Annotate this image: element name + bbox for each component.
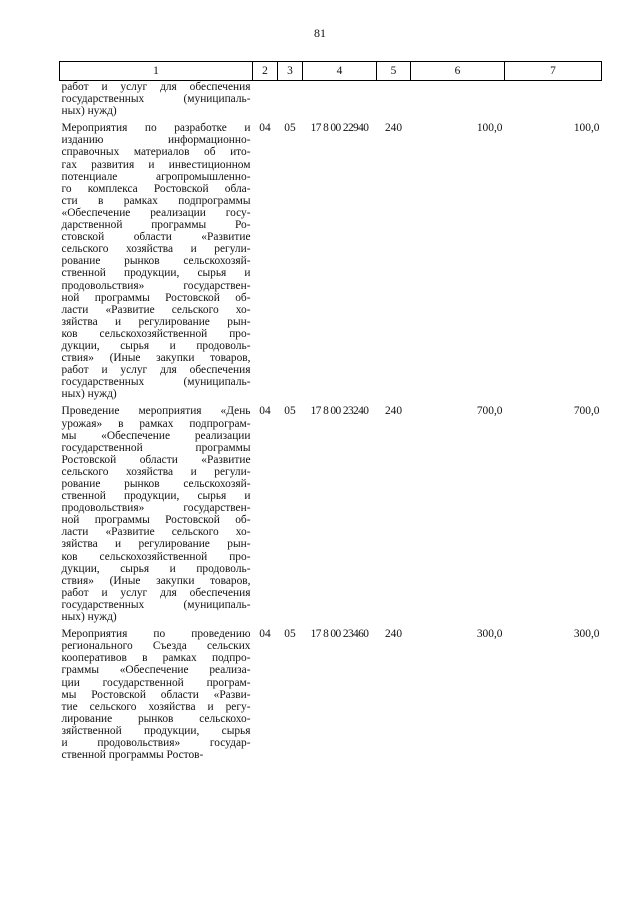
description-line: ласти «Развитие сельского хо- xyxy=(61,303,251,316)
section-code: 04 xyxy=(259,405,271,418)
column-header-2: 2 xyxy=(253,62,278,81)
description-line: дарственной программы Ро- xyxy=(61,219,251,232)
section-code: 04 xyxy=(259,122,271,135)
description-line: рование рынков сельскохозяй- xyxy=(61,478,251,490)
section-code xyxy=(253,81,278,118)
table-row xyxy=(60,122,602,400)
description-line: Мероприятия по разработке и xyxy=(61,122,251,135)
description-line: Ростовской области «Развитие xyxy=(61,453,251,466)
description-line: граммы «Обеспечение реализа- xyxy=(61,664,251,677)
description-line: продовольствия» государствен- xyxy=(61,502,251,515)
description-line: Проведение мероприятия «День xyxy=(61,405,251,418)
table-body xyxy=(60,81,602,762)
expense-type-code: 240 xyxy=(384,122,403,135)
description-line: работ и услуг для обеспечения xyxy=(61,586,251,599)
description-line: сельского хозяйства и регули- xyxy=(61,243,251,256)
description-line: государственных (муниципаль- xyxy=(61,376,251,389)
description-line: потенциале агропромышленно- xyxy=(61,170,251,183)
column-header-6: 6 xyxy=(411,62,505,81)
table-row xyxy=(60,81,602,118)
description-line: регионального Съезда сельских xyxy=(61,640,251,653)
target-article-code xyxy=(303,81,377,118)
description-line: сельского хозяйства и регули- xyxy=(61,465,251,478)
amount-year-2: 100,0 xyxy=(573,122,600,135)
description-line: сти в рамках подпрограммы xyxy=(61,194,251,207)
column-header-7: 7 xyxy=(505,62,602,81)
amount-year-1 xyxy=(411,81,505,118)
description-line: ствия» (Иные закупки товаров, xyxy=(61,574,251,587)
description-line: тие сельского хозяйства и регу- xyxy=(61,700,251,713)
expense-type-code: 240 xyxy=(384,628,403,641)
description-line: зяйства и регулирование рын- xyxy=(61,315,251,328)
description-line: государственных (муниципаль- xyxy=(61,93,251,106)
description-line: государственной программы xyxy=(61,441,251,454)
amount-year-1: 700,0 xyxy=(476,405,503,418)
description-line: ных) нужд) xyxy=(61,388,117,401)
description-line: и продовольствия» государ- xyxy=(61,736,251,749)
description-line: ции государственной програм- xyxy=(61,676,251,689)
description-line: ков сельскохозяйственной про- xyxy=(61,550,251,563)
amount-year-2: 700,0 xyxy=(573,405,600,418)
target-article-code: 17 8 00 22940 xyxy=(310,122,369,135)
table-row xyxy=(60,405,602,623)
description-line: кооперативов в рамках подпро- xyxy=(61,652,251,665)
description-line: государственных (муниципаль- xyxy=(61,598,251,611)
subsection-code: 05 xyxy=(284,405,296,418)
description-line: работ и услуг для обеспечения xyxy=(61,364,251,377)
description-line: ных) нужд) xyxy=(61,611,117,624)
table-header-row xyxy=(60,62,602,81)
description-line: ствия» (Иные закупки товаров, xyxy=(61,352,251,365)
target-article-code: 17 8 00 23240 xyxy=(310,405,369,418)
description-line: зяйства и регулирование рын- xyxy=(61,538,251,551)
description-line: зяйственной продукции, сырья xyxy=(61,724,251,737)
description-line: дукции, сырья и продоволь- xyxy=(61,339,251,352)
row-description xyxy=(60,122,253,400)
column-header-1: 1 xyxy=(60,62,253,81)
description-line: дукции, сырья и продоволь- xyxy=(61,562,251,575)
description-line: мы «Обеспечение реализации xyxy=(61,429,251,442)
description-line: ной программы Ростовской об- xyxy=(61,291,251,304)
description-line: го комплекса Ростовской обла- xyxy=(61,182,251,195)
amount-year-1: 300,0 xyxy=(476,628,503,641)
column-header-5: 5 xyxy=(377,62,411,81)
description-line: мы Ростовской области «Разви- xyxy=(61,688,251,701)
subsection-code: 05 xyxy=(284,122,296,135)
description-line: ных) нужд) xyxy=(61,105,117,118)
description-line: справочных материалов об ито- xyxy=(61,146,251,159)
column-header-3: 3 xyxy=(278,62,303,81)
description-line: ственной продукции, сырья и xyxy=(61,267,251,280)
description-line: урожая» в рамках подпрограм- xyxy=(61,417,251,430)
subsection-code: 05 xyxy=(284,628,296,641)
row-description xyxy=(60,405,253,623)
row-description xyxy=(60,81,253,118)
amount-year-1: 100,0 xyxy=(476,122,503,135)
description-line: стовской области «Развитие xyxy=(61,231,251,244)
amount-year-2: 300,0 xyxy=(573,628,600,641)
section-code: 04 xyxy=(259,628,271,641)
target-article-code: 17 8 00 23460 xyxy=(310,628,369,641)
description-line: изданию информационно- xyxy=(61,134,251,147)
description-line: работ и услуг для обеспечения xyxy=(61,81,251,93)
budget-table xyxy=(59,61,602,761)
description-line: ков сельскохозяйственной про- xyxy=(61,327,251,340)
description-line: продовольствия» государствен- xyxy=(61,279,251,292)
expense-type-code xyxy=(377,81,411,118)
subsection-code xyxy=(278,81,303,118)
description-line: «Обеспечение реализации госу- xyxy=(61,206,251,219)
description-line: Мероприятия по проведению xyxy=(61,628,251,641)
page-number: 81 xyxy=(314,26,326,40)
description-line: ной программы Ростовской об- xyxy=(61,514,251,527)
amount-year-2 xyxy=(505,81,602,118)
table-row xyxy=(60,628,602,761)
description-line: лирование рынков сельскохо- xyxy=(61,712,251,725)
description-line: рование рынков сельскохозяй- xyxy=(61,255,251,268)
description-line: ственной продукции, сырья и xyxy=(61,490,251,503)
description-line: ласти «Развитие сельского хо- xyxy=(61,526,251,539)
description-line: гах развития и инвестиционном xyxy=(61,158,251,171)
description-line: ственной программы Ростов- xyxy=(61,749,204,762)
row-description xyxy=(60,628,253,761)
column-header-4: 4 xyxy=(303,62,377,81)
expense-type-code: 240 xyxy=(384,405,403,418)
